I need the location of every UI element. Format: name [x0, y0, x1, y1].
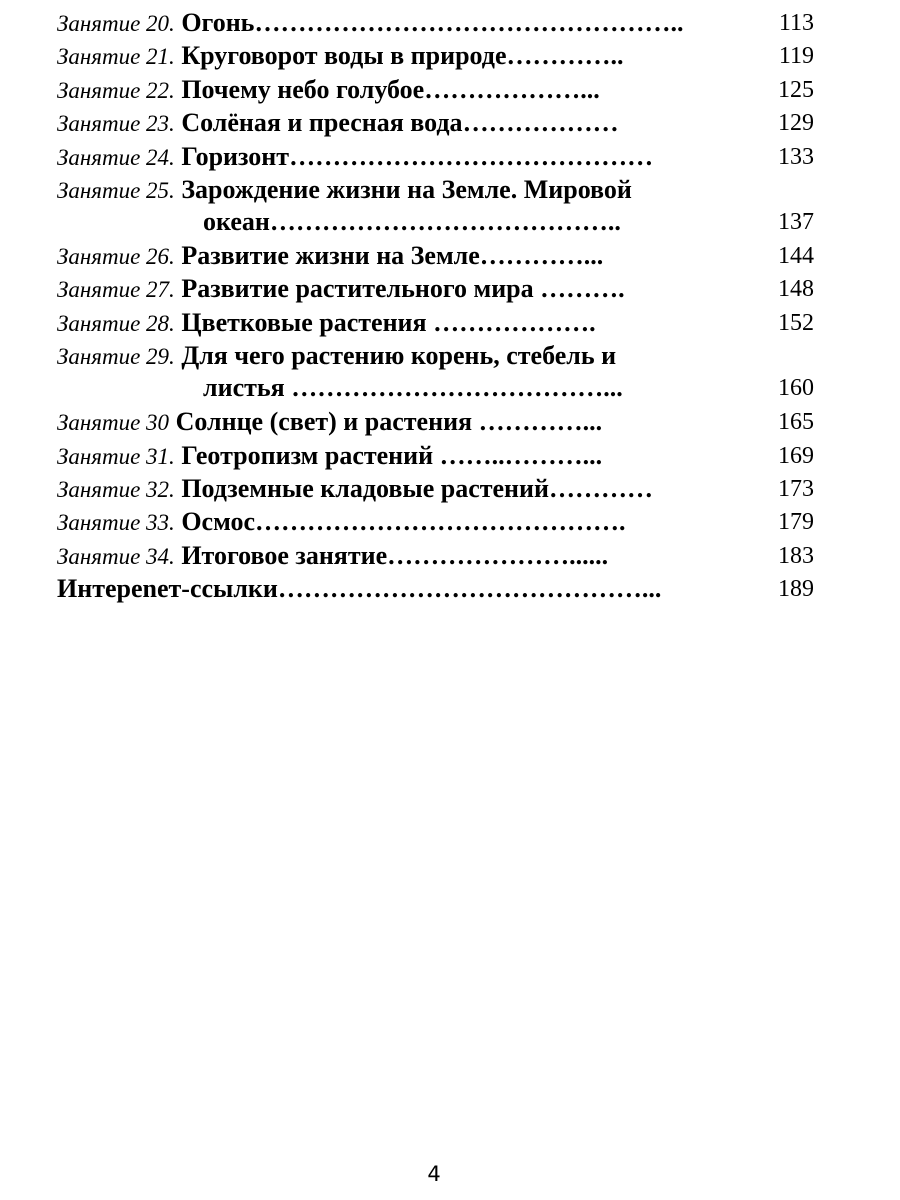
lesson-number: Занятие 30 [57, 410, 170, 436]
lesson-title: Солнце (свет) и растения [169, 407, 479, 437]
toc-entry-27 [57, 272, 827, 305]
leader-dots: ………… [548, 473, 653, 503]
lesson-number: Занятие 26. [57, 243, 175, 269]
leader-dots: ……..………... [439, 440, 603, 470]
page-ref: 129 [778, 110, 814, 137]
lesson-number: Занятие 32. [57, 476, 175, 502]
leader-dots: ………………. [433, 307, 596, 337]
page-ref: 144 [778, 242, 814, 269]
lesson-title: Круговорот воды в природе [181, 41, 507, 71]
lesson-title: Огонь [181, 8, 255, 37]
lesson-title: Горизонт [181, 141, 290, 171]
lesson-number: Занятие 31. [57, 443, 175, 469]
lesson-number: Занятие 34. [57, 543, 175, 569]
toc-entry-30 [57, 405, 827, 438]
lesson-title: Осмос [181, 507, 255, 537]
page-ref: 173 [778, 475, 814, 502]
leader-dots: …………………...... [387, 540, 609, 570]
lesson-title: Геотропизм растений [181, 440, 440, 470]
lesson-title: Для чего растению корень, стебель и [181, 341, 617, 371]
leader-dots: ……………………………………... [277, 574, 662, 604]
lesson-number: Занятие 24. [57, 144, 175, 170]
page-ref: 152 [778, 309, 814, 336]
lesson-number: Занятие 23. [57, 111, 175, 137]
lesson-title: Развитие жизни на Земле [181, 240, 480, 270]
toc-entry-32 [57, 472, 827, 505]
page-ref: 169 [778, 442, 814, 469]
page-number: 4 [427, 1162, 441, 1186]
page-ref: 137 [778, 208, 814, 235]
lesson-number: Занятие 22. [57, 77, 175, 103]
leader-dots: ………………... [424, 74, 600, 104]
leader-dots: ………………………………... [291, 373, 623, 403]
leader-dots: ………….. [506, 41, 624, 71]
toc-entry-21 [57, 39, 827, 72]
lesson-number: Занятие 29. [57, 344, 175, 370]
lesson-number: Занятие 28. [57, 310, 175, 336]
page-ref: 189 [778, 576, 814, 603]
page-ref: 160 [778, 375, 814, 402]
leader-dots: …………………………………… [289, 141, 654, 171]
leader-dots: ………………………………………….. [254, 8, 684, 37]
toc-entry-28 [57, 306, 827, 339]
lesson-number: Занятие 25. [57, 177, 175, 203]
lesson-number: Занятие 21. [57, 44, 175, 70]
toc-entry-23 [57, 106, 827, 139]
toc-entry-20 [57, 6, 827, 39]
lesson-number: Занятие 27. [57, 277, 175, 303]
page-ref: 183 [778, 542, 814, 569]
leader-dots: ……………………………………. [254, 507, 626, 537]
lesson-title: Зарождение жизни на Земле. Мировой [181, 174, 632, 204]
leader-dots: ……………… [462, 108, 619, 138]
lesson-number: Занятие 33. [57, 510, 175, 536]
lesson-title-continued: океан [203, 206, 270, 236]
lesson-title: Солёная и пресная вода [181, 108, 463, 138]
leader-dots: …………... [478, 407, 603, 437]
lesson-title: Подземные кладовые растений [181, 473, 549, 503]
page-ref: 148 [778, 276, 814, 303]
leader-dots: ………………………………….. [269, 206, 621, 236]
toc-entry-25 [57, 173, 827, 239]
lesson-title-continued: листья [203, 373, 292, 403]
table-of-contents [57, 6, 827, 605]
leader-dots: …………... [479, 240, 604, 270]
page-ref: 125 [778, 76, 814, 103]
leader-dots: ………. [540, 274, 625, 304]
lesson-title: Итоговое занятие [181, 540, 388, 570]
lesson-title: Цветковые растения [181, 307, 434, 337]
toc-entry-links [57, 572, 827, 605]
lesson-number: Занятие 20. [57, 11, 175, 36]
lesson-title: Развитие растительного мира [181, 274, 541, 304]
page-ref: 165 [778, 409, 814, 436]
toc-entry-33 [57, 505, 827, 538]
toc-entry-31 [57, 439, 827, 472]
page-ref: 179 [778, 509, 814, 536]
toc-entry-34 [57, 539, 827, 572]
toc-entry-22 [57, 73, 827, 106]
toc-entry-26 [57, 239, 827, 272]
toc-entry-24 [57, 140, 827, 173]
page-ref: 113 [778, 10, 814, 36]
toc-entry-29 [57, 339, 827, 405]
page-ref: 133 [778, 143, 814, 170]
links-title: Интерenет-ссылки [57, 574, 278, 604]
page-ref: 119 [778, 43, 814, 70]
lesson-title: Почему небо голубое [181, 74, 425, 104]
